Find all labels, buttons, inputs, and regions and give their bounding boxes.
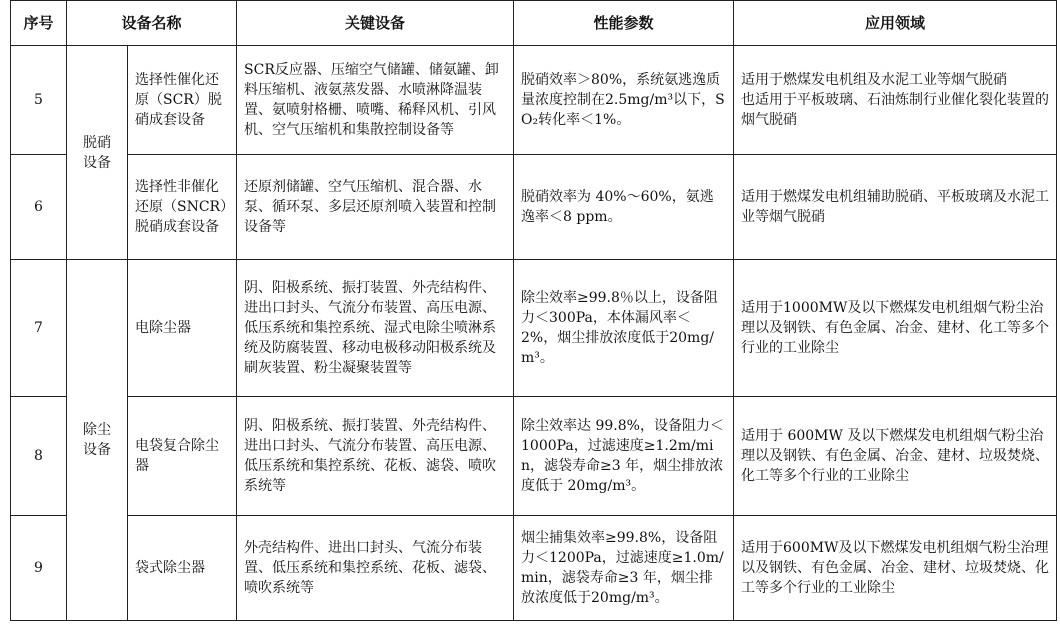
category-denitration: 脱硝 设备 [83,134,111,171]
key-equipment: 外壳结构件、进出口封头、气流分布装置、低压系统和集控系统、花板、滤袋、喷吹系统等 [237,516,514,621]
device-name: 电除尘器 [128,260,237,397]
category-denitration-cell [67,46,128,260]
key-equipment: 还原剂储罐、空气压缩机、混合器、水泵、循环泵、多层还原剂喷入装置和控制设备等 [237,155,514,260]
category-dust-cell [67,260,128,621]
row-index: 9 [11,516,67,621]
performance-params: 脱硝效率＞80%，系统氨逃逸质量浓度控制在2.5mg/m³以下，SO₂转化率＜1%。 [514,46,734,155]
table-row [11,516,1057,621]
table-header-row [11,1,1057,46]
header-application: 应用领域 [734,1,1057,46]
header-performance: 性能参数 [514,1,734,46]
key-equipment: SCR反应器、压缩空气储罐、储氨罐、卸料压缩机、液氨蒸发器、水喷淋降温装置、氨喷射格栅、喷嘴、稀释风机、引风机、空气压缩机和集散控制设备等 [237,46,514,155]
header-device-name: 设备名称 [67,1,237,46]
device-name: 选择性催化还原（SCR）脱硝成套设备 [128,46,237,155]
table-row [11,397,1057,516]
application-cell [734,46,1057,155]
table-row [11,260,1057,397]
table-row [11,46,1057,155]
device-name: 选择性非催化还原（SNCR）脱硝成套设备 [128,155,237,260]
row-index: 8 [11,397,67,516]
performance-params: 烟尘捕集效率≥99.8%，设备阻力＜1200Pa，过滤速度≥1.0m/min，滤袋寿命≥3 年，烟尘排放浓度低于20mg/m³。 [514,516,734,621]
performance-params: 除尘效率达 99.8%，设备阻力＜1000Pa，过滤速度≥1.2m/min，滤袋寿命≥3 年，烟尘排放浓度低于 20mg/m³。 [514,397,734,516]
equipment-spec-table [10,0,1057,621]
device-name: 袋式除尘器 [128,516,237,621]
table-row [11,155,1057,260]
row-index: 5 [11,46,67,155]
device-name: 电袋复合除尘器 [128,397,237,516]
key-equipment: 阴、阳极系统、振打装置、外壳结构件、进出口封头、气流分布装置、高压电源、低压系统和集控系统、花板、滤袋、喷吹系统等 [237,397,514,516]
application-field: 适用于燃煤发电机组辅助脱硝、平板玻璃及水泥工业等烟气脱硝 [734,155,1057,260]
performance-params: 脱硝效率为 40%～60%，氨逃逸率＜8 ppm。 [514,155,734,260]
application-field: 适用于600MW及以下燃煤发电机组烟气粉尘治理以及钢铁、有色金属、冶金、建材、垃圾焚烧、化工等多个行业的工业除尘 [734,516,1057,621]
application-field: 适用于 600MW 及以下燃煤发电机组烟气粉尘治理以及钢铁、有色金属、冶金、建材、垃圾焚烧、化工等多个行业的工业除尘 [734,397,1057,516]
application-field: 适用于燃煤发电机组及水泥工业等烟气脱硝 也适用于平板玻璃、石油炼制行业催化裂化装置的烟气脱硝 [741,72,1050,128]
header-index: 序号 [11,1,67,46]
category-dust-removal: 除尘 设备 [83,422,111,458]
header-key-equipment: 关键设备 [237,1,514,46]
row-index: 7 [11,260,67,397]
performance-params: 除尘效率≥99.8％以上，设备阻力＜300Pa，本体漏风率＜2%，烟尘排放浓度低于20mg/m³。 [514,260,734,397]
application-field: 适用于1000MW及以下燃煤发电机组烟气粉尘治理以及钢铁、有色金属、冶金、建材、化工等多个行业的工业除尘 [734,260,1057,397]
key-equipment: 阴、阳极系统、振打装置、外壳结构件、进出口封头、气流分布装置、高压电源、低压系统和集控系统、湿式电除尘喷淋系统及防腐装置、移动电极移动阳极系统及刷灰装置、粉尘凝聚装置等 [237,260,514,397]
row-index: 6 [11,155,67,260]
